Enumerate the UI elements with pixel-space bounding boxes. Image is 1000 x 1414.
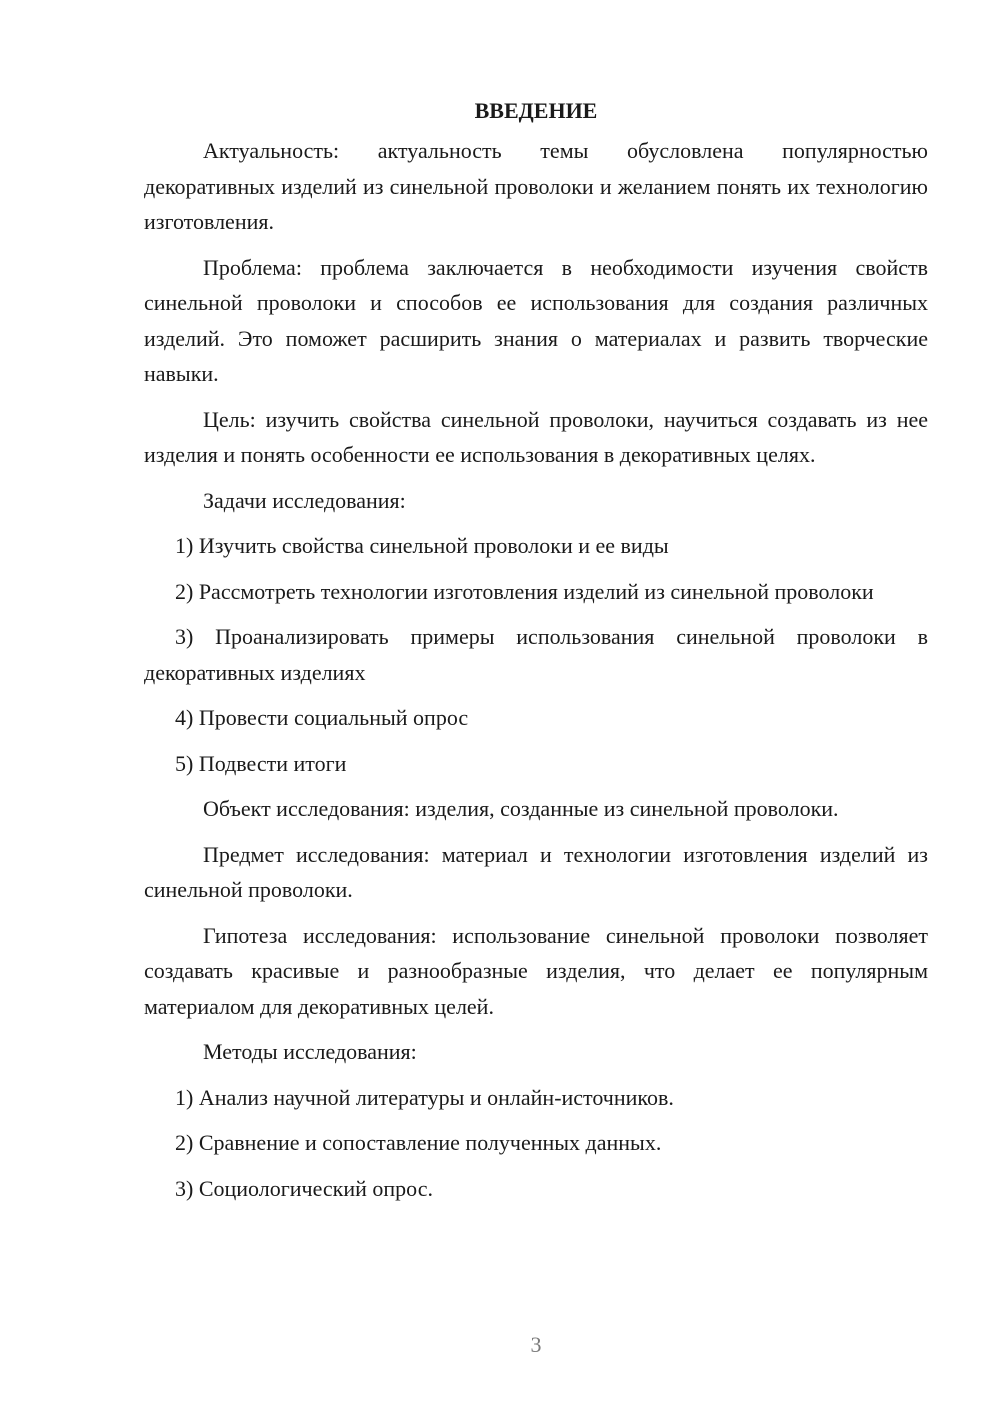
- method-item: 3) Социологический опрос.: [175, 1175, 433, 1201]
- tasks-heading: Задачи исследования:: [203, 487, 406, 513]
- problem-paragraph: Проблема: проблема заключается в необходимости изучения свойств синельной проволоки и способов ее использования для создания различных изделий. Это поможет расширить знания о материалах и развить творческие навыки.: [144, 254, 928, 386]
- task-item: 4) Провести социальный опрос: [175, 705, 469, 730]
- page-title: ВВЕДЕНИЕ: [474, 98, 598, 123]
- goal-paragraph: Цель: изучить свойства синельной проволоки, научиться создавать из нее изделия и понять особенности ее использования в декоративных целях.: [144, 406, 928, 467]
- task-item: 2) Рассмотреть технологии изготовления изделий из синельной проволоки: [175, 578, 874, 604]
- methods-heading: Методы исследования:: [203, 1039, 417, 1064]
- method-item: 2) Сравнение и сопоставление полученных данных.: [175, 1130, 662, 1155]
- subject-paragraph: Предмет исследования: материал и технологии изготовления изделий из синельной проволоки.: [144, 841, 928, 902]
- document-page: [144, 95, 928, 1216]
- method-item: 1) Анализ научной литературы и онлайн-источников.: [175, 1084, 674, 1110]
- task-item: 5) Подвести итоги: [175, 750, 347, 776]
- hypothesis-paragraph: Гипотеза исследования: использование синельной проволоки позволяет создавать красивые и разнообразные изделия, что делает ее популярным материалом для декоративных целей.: [144, 922, 928, 1019]
- task-item: 1) Изучить свойства синельной проволоки и ее виды: [175, 533, 669, 558]
- object-paragraph: Объект исследования: изделия, созданные из синельной проволоки.: [203, 796, 839, 821]
- page-number: 3: [530, 1332, 542, 1357]
- relevance-paragraph: Актуальность: актуальность темы обусловлена популярностью декоративных изделий из синельной проволоки и желанием понять их технологию изготовления.: [144, 138, 928, 234]
- task-item: 3) Проанализировать примеры использования синельной проволоки в декоративных изделиях: [144, 624, 928, 685]
